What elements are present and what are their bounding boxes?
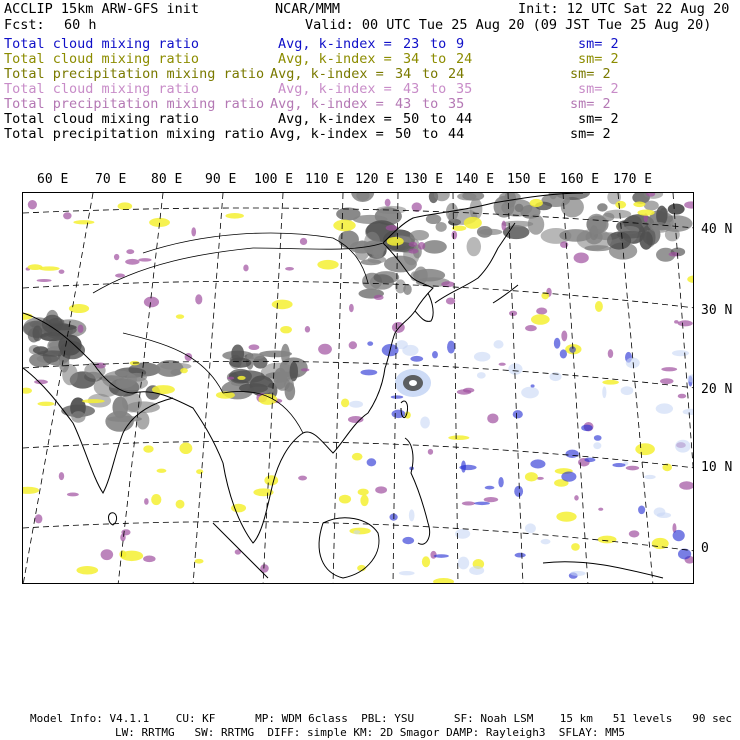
yellow-blob: [452, 225, 466, 230]
yellow-blob: [360, 495, 368, 506]
gray-cloud-blob: [501, 221, 533, 227]
gray-cloud-blob: [290, 362, 299, 382]
lon-130: [453, 193, 458, 584]
field-sm: sm= 2: [578, 81, 619, 97]
typhoon-eye: [409, 380, 417, 386]
purple-blob: [487, 413, 498, 423]
purple-blob: [608, 349, 613, 358]
purple-blob: [598, 508, 603, 511]
blue-blob: [474, 502, 490, 505]
purple-blob: [301, 368, 310, 371]
field-sm: sm= 2: [570, 126, 611, 142]
yellow-blob: [556, 512, 576, 522]
lon-label: 160 E: [560, 172, 600, 187]
lon-label: 170 E: [613, 172, 653, 187]
field-name: Total cloud mixing ratio: [4, 81, 200, 97]
blue-blob: [402, 537, 414, 544]
yellow-blob: [633, 201, 645, 207]
purple-blob: [452, 231, 458, 240]
purple-blob: [560, 241, 568, 248]
yellow-blob: [602, 380, 619, 385]
purple-blob: [408, 249, 418, 254]
gray-cloud-blob: [586, 214, 606, 234]
purple-blob: [349, 341, 357, 349]
gray-cloud-blob: [376, 206, 406, 214]
purple-blob: [59, 472, 64, 480]
coastline-philippines: [405, 438, 430, 544]
purple-blob: [374, 295, 384, 300]
blue-blob: [602, 386, 606, 398]
blue-blob: [391, 395, 404, 398]
purple-blob: [684, 201, 694, 208]
field-name: Total precipitation mixing ratio: [4, 66, 265, 82]
purple-blob: [674, 320, 679, 324]
yellow-blob: [151, 494, 161, 505]
yellow-blob: [341, 398, 349, 407]
purple-blob: [678, 320, 693, 326]
field-sm: sm= 2: [578, 36, 619, 52]
blue-blob: [469, 566, 484, 575]
border-mongolia: [143, 233, 368, 283]
map-title: ACCLIP 15km ARW-GFS init: [4, 1, 200, 17]
field-name: Total cloud mixing ratio: [4, 36, 200, 52]
footer-physics-info: LW: RRTMG SW: RRTMG DIFF: simple KM: 2D Smagor DAMP: Rayleigh3 SFLAY: MM5: [115, 726, 625, 739]
gray-cloud-blob: [617, 231, 644, 239]
gray-cloud-blob: [477, 226, 493, 238]
blue-blob: [508, 363, 522, 374]
lon-110: [333, 193, 343, 584]
purple-blob: [305, 326, 310, 333]
field-k-start: 43: [395, 96, 412, 112]
gray-cloud-blob: [501, 199, 532, 217]
blue-blob: [513, 410, 523, 418]
blue-blob: [477, 372, 486, 378]
fcst-value: 60 h: [64, 17, 97, 33]
field-avg-label: Avg, k-index =: [270, 126, 384, 142]
blue-blob: [447, 341, 455, 354]
blue-blob: [687, 374, 694, 382]
purple-blob: [298, 476, 307, 481]
yellow-blob: [687, 276, 694, 283]
gray-cloud-blob: [102, 371, 137, 389]
purple-blob: [67, 493, 79, 497]
purple-blob: [629, 530, 640, 537]
yellow-blob: [179, 443, 192, 454]
gray-cloud-blob: [373, 271, 399, 283]
yellow-blob: [404, 412, 410, 419]
fcst-label: Fcst:: [4, 17, 45, 33]
field-to: to: [422, 126, 439, 142]
yellow-blob: [333, 220, 355, 232]
yellow-blob: [37, 402, 54, 406]
lon-label: 130 E: [404, 172, 444, 187]
yellow-blob: [237, 376, 245, 380]
field-k-end: 44: [448, 126, 465, 142]
yellow-blob: [352, 453, 363, 461]
blue-blob: [367, 458, 377, 466]
lat-label: 40 N: [701, 222, 733, 237]
blue-blob: [584, 458, 595, 462]
blue-blob: [432, 351, 438, 358]
gray-cloud-blob: [229, 358, 251, 368]
field-k-end: 24: [448, 66, 465, 82]
field-name: Total cloud mixing ratio: [4, 51, 200, 67]
purple-blob: [385, 199, 391, 207]
purple-blob: [430, 551, 436, 559]
blue-blob: [541, 539, 551, 544]
purple-blob: [126, 249, 134, 254]
blue-blob: [612, 463, 625, 467]
purple-blob: [115, 273, 125, 277]
blue-blob: [638, 505, 645, 514]
blue-blob: [434, 554, 449, 558]
coastline-srilanka: [109, 513, 117, 525]
field-to: to: [422, 96, 439, 112]
yellow-blob: [339, 495, 351, 504]
field-k-end: 9: [456, 36, 465, 52]
purple-blob: [462, 501, 475, 505]
purple-blob: [574, 495, 579, 500]
yellow-blob: [195, 559, 204, 564]
yellow-blob: [433, 578, 454, 584]
purple-blob: [386, 225, 398, 231]
blue-blob: [409, 509, 415, 521]
blue-blob: [626, 358, 640, 369]
yellow-blob: [595, 301, 603, 312]
blue-blob: [656, 403, 673, 413]
gray-cloud-blob: [597, 203, 607, 211]
purple-blob: [96, 363, 106, 369]
field-k-end: 24: [456, 51, 473, 67]
gray-cloud-blob: [49, 324, 77, 330]
gray-cloud-blob: [42, 315, 63, 333]
blue-blob: [561, 472, 576, 482]
purple-blob: [28, 200, 37, 209]
purple-blob: [37, 279, 52, 282]
purple-blob: [78, 325, 84, 333]
purple-blob: [243, 265, 248, 272]
purple-blob: [114, 254, 119, 260]
field-k-start: 50: [403, 111, 420, 127]
purple-blob: [679, 481, 694, 490]
purple-blob: [463, 388, 474, 393]
blue-blob: [515, 553, 526, 558]
gray-cloud-blob: [410, 230, 429, 241]
blue-blob: [566, 450, 579, 458]
blue-blob: [485, 486, 495, 490]
yellow-blob: [280, 326, 292, 333]
lon-label: 70 E: [95, 172, 127, 187]
coastline-newguinea: [543, 562, 663, 578]
purple-blob: [509, 311, 517, 316]
blue-blob: [644, 475, 656, 479]
yellow-blob: [635, 443, 655, 455]
lat-label: 20 N: [701, 382, 733, 397]
yellow-blob: [598, 536, 617, 544]
purple-blob: [428, 449, 433, 455]
lon-label: 150 E: [507, 172, 547, 187]
field-k-start: 23: [403, 36, 420, 52]
gray-cloud-blob: [426, 214, 441, 224]
field-name: Total precipitation mixing ratio: [4, 126, 265, 142]
yellow-blob: [272, 300, 293, 310]
gray-cloud-blob: [71, 411, 85, 423]
purple-blob: [525, 325, 537, 331]
purple-blob: [249, 344, 260, 350]
blue-blob: [621, 386, 634, 395]
field-avg-label: Avg, k-index =: [278, 51, 392, 67]
field-avg-label: Avg, k-index =: [278, 81, 392, 97]
gray-cloud-blob: [467, 237, 481, 256]
purple-blob: [285, 267, 294, 271]
purple-blob: [349, 304, 354, 312]
valid-time: Valid: 00 UTC Tue 25 Aug 20 (09 JST Tue 25 Aug 20): [305, 17, 712, 33]
gray-cloud-blob: [541, 228, 572, 244]
blue-blob: [474, 352, 490, 362]
yellow-blob: [157, 469, 167, 473]
gray-cloud-blob: [457, 193, 476, 200]
blue-blob: [420, 416, 430, 428]
purple-blob: [660, 378, 674, 384]
field-to: to: [430, 51, 447, 67]
yellow-blob: [176, 314, 184, 318]
blue-blob: [581, 425, 592, 432]
yellow-blob: [530, 199, 543, 207]
yellow-blob: [264, 475, 278, 485]
gray-cloud-blob: [33, 346, 48, 354]
purple-blob: [375, 486, 387, 493]
lon-label: 100 E: [254, 172, 294, 187]
field-to: to: [430, 81, 447, 97]
yellow-blob: [118, 202, 133, 210]
field-k-end: 44: [456, 111, 473, 127]
gray-cloud-blob: [126, 401, 160, 413]
purple-blob: [227, 377, 234, 380]
blue-blob: [531, 384, 535, 387]
footer-model-info: Model Info: V4.1.1 CU: KF MP: WDM 6class PBL: YSU SF: Noah LSM 15 km 51 levels 90 sec: [30, 712, 732, 725]
gray-cloud-layer: [23, 193, 692, 432]
lon-label: 110 E: [305, 172, 345, 187]
gray-cloud-blob: [112, 396, 128, 418]
blue-blob: [498, 477, 503, 487]
lat-30: [23, 281, 694, 308]
lon-label: 90 E: [205, 172, 237, 187]
gray-cloud-blob: [384, 256, 417, 273]
blue-blob: [673, 530, 685, 541]
blue-blob: [461, 460, 466, 472]
field-sm: sm= 2: [570, 96, 611, 112]
lon-label: 60 E: [37, 172, 69, 187]
yellow-blob: [422, 556, 430, 567]
purple-blob: [125, 259, 139, 265]
blue-blob: [410, 356, 423, 362]
yellow-blob: [317, 260, 338, 270]
yellow-blob: [387, 237, 404, 246]
blue-blob: [549, 372, 561, 381]
yellow-blob: [349, 528, 370, 535]
purple-blob: [484, 497, 498, 502]
lon-label: 140 E: [455, 172, 495, 187]
lat-label: 10 N: [701, 460, 733, 475]
field-sm: sm= 2: [578, 111, 619, 127]
yellow-blob: [23, 487, 39, 494]
purple-blob: [300, 238, 307, 245]
blue-blob: [349, 401, 363, 408]
purple-blob: [144, 498, 149, 505]
gray-cloud-blob: [503, 225, 530, 239]
yellow-blob: [196, 469, 203, 474]
map-panel: [22, 192, 694, 584]
purple-blob: [574, 252, 589, 263]
purple-blob: [678, 394, 686, 399]
purple-blob: [409, 242, 418, 247]
yellow-blob: [82, 399, 105, 403]
yellow-blob: [73, 220, 94, 224]
purple-blob: [63, 212, 71, 219]
gray-cloud-blob: [436, 222, 447, 232]
purple-blob: [348, 416, 364, 423]
purple-blob: [626, 466, 639, 471]
lon-label: 120 E: [355, 172, 395, 187]
yellow-blob: [258, 394, 277, 405]
yellow-blob: [525, 472, 538, 481]
header-row-1: [4, 2, 199, 17]
blue-blob: [353, 530, 360, 534]
gray-cloud-blob: [364, 232, 380, 254]
blue-blob: [678, 549, 691, 560]
lon-90: [193, 193, 223, 584]
purple-blob: [120, 534, 125, 542]
blue-blob: [593, 442, 601, 449]
purple-blob: [446, 298, 455, 305]
purple-blob: [35, 514, 43, 523]
gray-cloud-blob: [650, 222, 666, 230]
blue-blob: [554, 338, 561, 349]
gray-cloud-blob: [668, 204, 685, 215]
purple-blob: [144, 297, 159, 308]
blue-blob: [675, 440, 691, 453]
gray-cloud-blob: [422, 240, 446, 254]
blue-blob: [672, 350, 689, 356]
purple-blob: [195, 294, 202, 304]
purple-blob: [499, 363, 506, 366]
lon-150: [563, 193, 588, 584]
blue-blob: [367, 341, 373, 346]
map-svg: [23, 193, 694, 584]
lon-140: [508, 193, 523, 584]
field-avg-label: Avg, k-index =: [278, 36, 392, 52]
yellow-blob: [464, 217, 482, 229]
blue-blob: [683, 409, 694, 415]
yellow-blob: [637, 209, 654, 215]
yellow-blob: [358, 489, 369, 496]
field-to: to: [430, 36, 447, 52]
purple-blob: [561, 330, 567, 341]
field-to: to: [430, 111, 447, 127]
blue-blob: [493, 340, 503, 348]
field-avg-label: Avg, k-index =: [270, 96, 384, 112]
yellow-blob: [28, 264, 43, 270]
center-label: NCAR/MMM: [275, 1, 341, 17]
yellow-blob: [76, 566, 98, 575]
gray-cloud-blob: [413, 269, 445, 282]
coastline-borneo: [319, 518, 379, 578]
blue-blob: [514, 486, 523, 497]
gray-cloud-blob: [107, 416, 142, 422]
field-k-start: 50: [395, 126, 412, 142]
lat-label: 30 N: [701, 303, 733, 318]
field-name: Total precipitation mixing ratio: [4, 96, 265, 112]
gray-cloud-blob: [58, 335, 81, 356]
yellow-blob: [531, 314, 550, 325]
gray-cloud-blob: [584, 245, 611, 251]
purple-blob: [501, 221, 506, 231]
blue-blob: [560, 349, 567, 358]
yellow-blob: [225, 213, 243, 219]
yellow-blob: [448, 435, 469, 440]
field-k-start: 34: [395, 66, 412, 82]
purple-blob: [661, 367, 677, 371]
lat-label: 0: [701, 541, 709, 556]
field-avg-label: Avg, k-index =: [270, 66, 384, 82]
purple-blob: [318, 344, 332, 355]
yellow-blob: [615, 201, 626, 209]
gray-cloud-blob: [644, 201, 659, 211]
field-sm: sm= 2: [578, 51, 619, 67]
purple-blob: [59, 269, 65, 273]
field-to: to: [422, 66, 439, 82]
field-sm: sm= 2: [570, 66, 611, 82]
blue-blob: [399, 571, 415, 575]
field-k-end: 35: [456, 81, 473, 97]
purple-blob: [418, 242, 425, 250]
yellow-blob: [143, 445, 153, 452]
yellow-blob: [119, 550, 126, 558]
yellow-blob: [180, 368, 188, 373]
blue-blob: [570, 571, 585, 576]
purple-blob: [143, 556, 155, 563]
gray-cloud-blob: [156, 360, 184, 377]
field-k-start: 43: [403, 81, 420, 97]
blue-blob: [525, 523, 536, 533]
field-avg-label: Avg, k-index =: [278, 111, 392, 127]
blue-blob: [530, 459, 545, 468]
purple-blob: [536, 308, 547, 315]
blue-blob: [521, 387, 539, 399]
gray-cloud-blob: [33, 326, 43, 342]
field-name: Total cloud mixing ratio: [4, 111, 200, 127]
field-k-end: 35: [448, 96, 465, 112]
blue-blob: [360, 369, 377, 375]
purple-blob: [101, 549, 114, 560]
gray-cloud-blob: [609, 242, 637, 259]
yellow-blob: [23, 388, 32, 394]
blue-blob: [458, 557, 469, 570]
blue-blob: [594, 435, 602, 441]
yellow-blob: [176, 500, 185, 509]
field-k-start: 34: [403, 51, 420, 67]
purple-blob: [191, 227, 196, 236]
lon-label: 80 E: [151, 172, 183, 187]
init-time: Init: 12 UTC Sat 22 Aug 20: [518, 1, 730, 17]
gray-cloud-blob: [604, 210, 631, 219]
purple-blob: [138, 258, 151, 261]
blue-blob: [654, 507, 666, 516]
yellow-blob: [571, 543, 580, 551]
gray-cloud-blob: [368, 256, 387, 263]
